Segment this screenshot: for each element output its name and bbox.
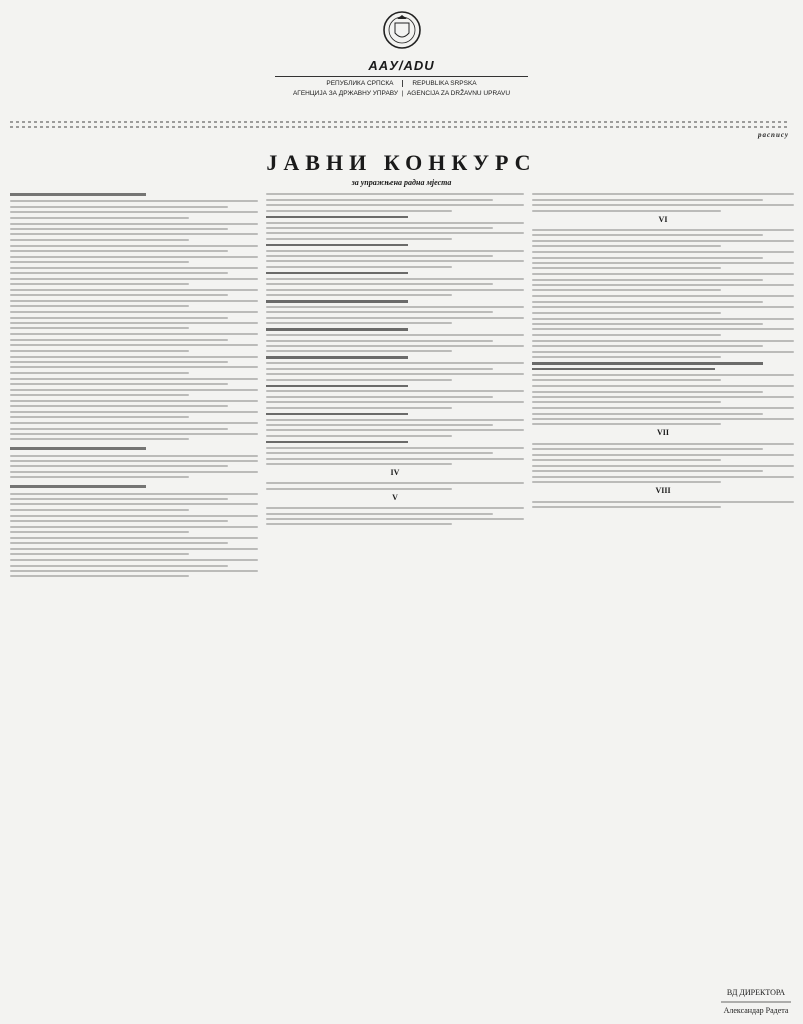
coat-of-arms-icon: [378, 10, 426, 54]
section-iv-heading: IV: [390, 467, 400, 477]
page-subtitle: за упражњена радна мјеста: [351, 178, 452, 187]
section-v-heading: V: [392, 492, 398, 502]
preamble: [10, 118, 789, 144]
column-3: [532, 190, 794, 1016]
column-2: [266, 190, 524, 1016]
org-agency-row: АГЕНЦИЈА ЗА ДРЖАВНУ УПРАВУ | AGENCIJA ZA DRŽAVNU UPRAVU: [292, 90, 511, 97]
signature-name: Александар Радета: [723, 1006, 789, 1015]
signature-block: [721, 988, 791, 1016]
preamble-keyword: распису: [757, 131, 789, 139]
section-viii-heading: VIII: [655, 486, 671, 496]
brand-logo: AAУ/ADU: [368, 58, 435, 73]
section-vi-heading: VI: [658, 214, 668, 224]
org-agency-latin: AGENCIJA ZA DRŽAVNU UPRAVU: [406, 90, 511, 97]
column-1: [10, 190, 258, 1016]
signature-line: [721, 1001, 791, 1003]
signature-role: ВД ДИРЕКТОРА: [726, 988, 786, 997]
page-title: ЈАВНИ КОНКУРС: [266, 150, 537, 175]
masthead: [0, 6, 803, 118]
org-name-cyrillic: РЕПУБЛИКА СРПСКА: [318, 80, 402, 87]
org-name-latin: REPUBLIKA SRPSKA: [412, 80, 477, 87]
org-agency-cyrillic: АГЕНЦИЈА ЗА ДРЖАВНУ УПРАВУ: [292, 90, 399, 97]
divider: [275, 76, 528, 77]
org-name-row: [0, 80, 803, 87]
section-vii-heading: VII: [656, 428, 669, 438]
